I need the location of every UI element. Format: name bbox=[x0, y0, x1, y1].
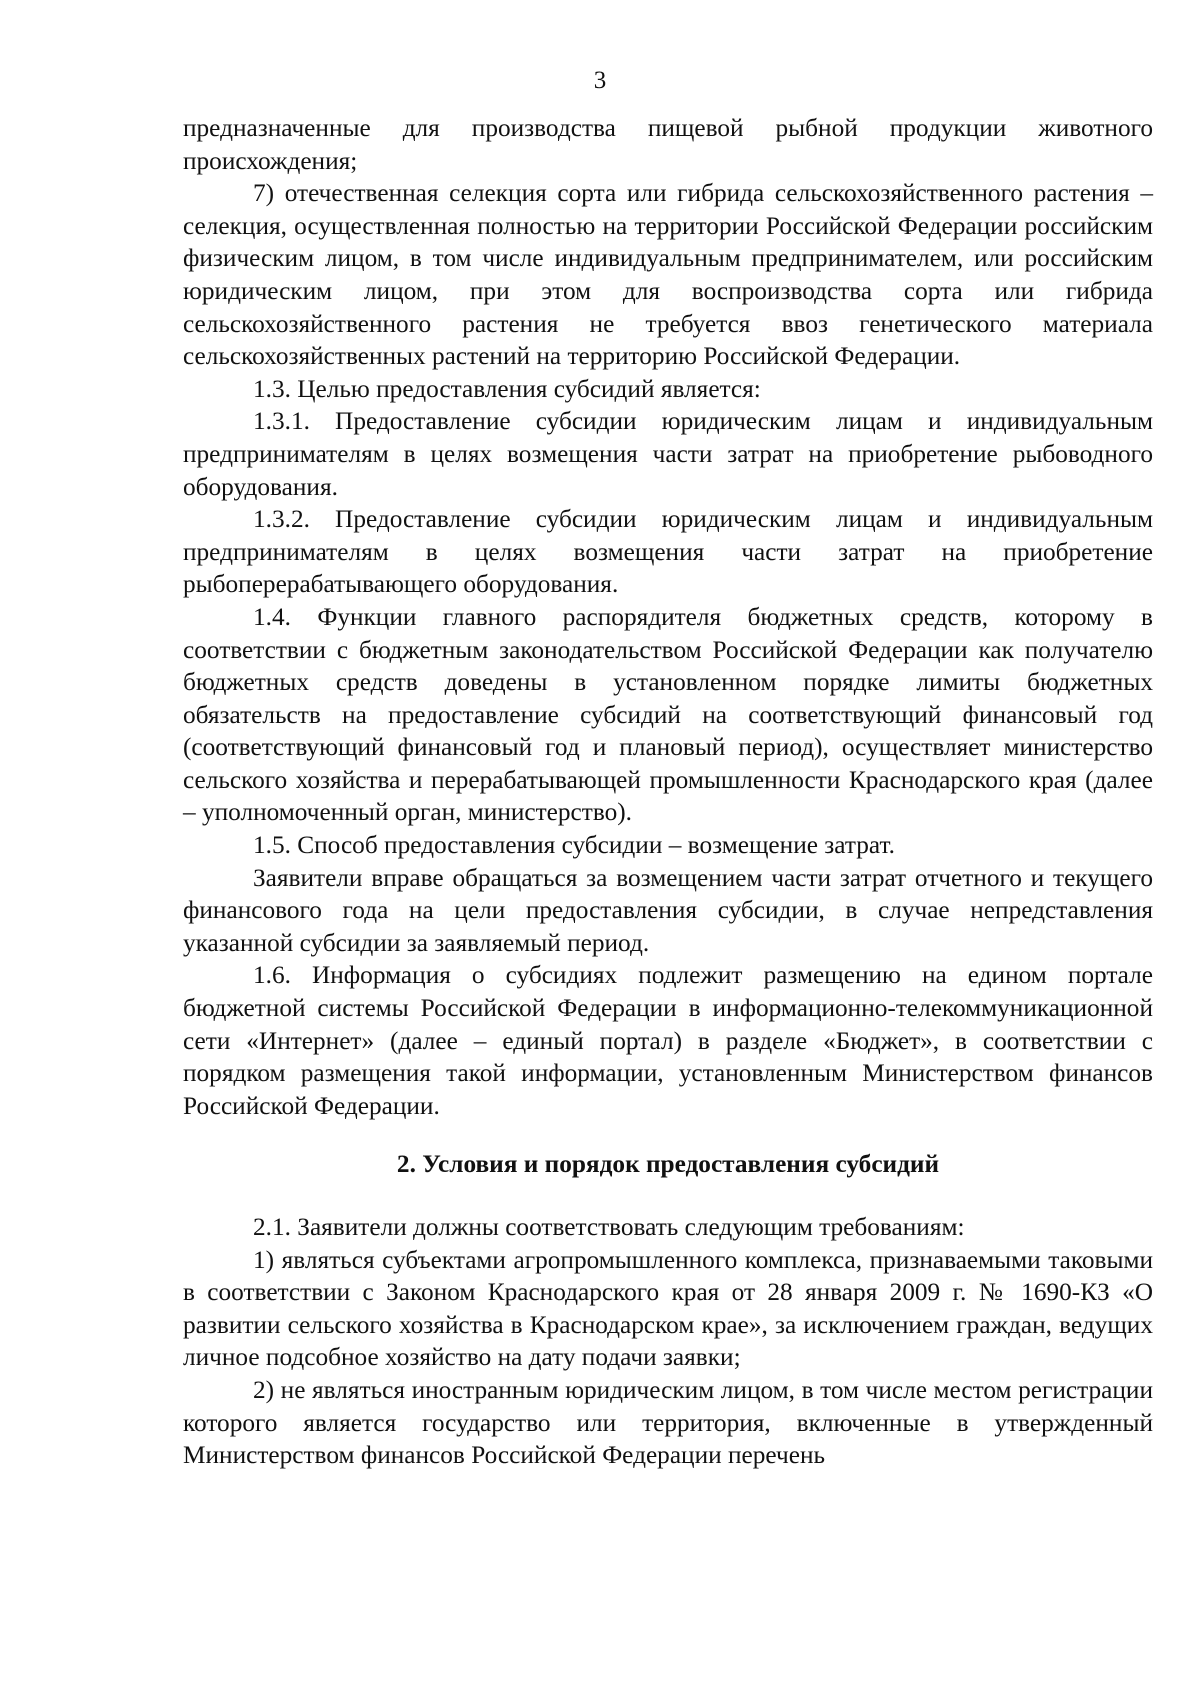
paragraph-2-1: 2.1. Заявители должны соответствовать следующим требованиям: bbox=[253, 1213, 965, 1241]
paragraph-item-7: 7) отечественная селекция сорта или гибрида сельскохозяйственного растения – селекция, осуществленная полностью на территории Российской Федерации российским физическим лицом, в том числе индивидуальным предпринимателем, или российским юридическим лицом, при этом для воспроизводства сорта или гибрида сельскохозяйственного растения не требуется ввоз генетического материала сельскохозяйственных растений на территорию Российской Федерации. bbox=[183, 179, 1153, 371]
paragraph-1-3-1: 1.3.1. Предоставление субсидии юридическим лицам и индивидуальным предпринимателям в целях возмещения части затрат на приобретение рыбоводного оборудования. bbox=[183, 407, 1153, 501]
paragraph-1-3: 1.3. Целью предоставления субсидий является: bbox=[253, 374, 761, 403]
document-body bbox=[183, 112, 1153, 1472]
section-heading-2: 2. Условия и порядок предоставления субсидий bbox=[396, 1150, 940, 1179]
paragraph-requirement-1: 1) являться субъектами агропромышленного комплекса, признаваемыми таковыми в соответствии с Законом Краснодарского края от 28 января 2009 г. № 1690-КЗ «О развитии сельского хозяйства в Краснодарском крае», за исключением граждан, ведущих личное подсобное хозяйство на дату подачи заявки; bbox=[183, 1245, 1153, 1372]
paragraph-1-4: 1.4. Функции главного распорядителя бюджетных средств, которому в соответствии с бюджетным законодательством Российской Федерации как получателю бюджетных средств доведены в установленном порядке лимиты бюджетных обязательств на предоставление субсидий на соответствующий финансовый год (соответствующий финансовый год и плановый период), осуществляет министерство сельского хозяйства и перерабатывающей промышленности Краснодарского края (далее – уполномоченный орган, министерство). bbox=[183, 602, 1153, 827]
paragraph-continuation: предназначенные для производства пищевой рыбной продукции животного происхождения; bbox=[183, 114, 1153, 175]
paragraph-1-5: 1.5. Способ предоставления субсидии – возмещение затрат. bbox=[253, 831, 895, 860]
paragraph-1-3-2: 1.3.2. Предоставление субсидии юридическим лицам и индивидуальным предпринимателям в целях возмещения части затрат на приобретение рыбоперерабатывающего оборудования. bbox=[183, 505, 1153, 599]
paragraph-applicants: Заявители вправе обращаться за возмещением части затрат отчетного и текущего финансового года на цели предоставления субсидии, в случае непредставления указанной субсидии за заявляемый период. bbox=[183, 863, 1153, 957]
paragraph-requirement-2: 2) не являться иностранным юридическим лицом, в том числе местом регистрации которого является государство или территория, включенные в утвержденный Министерством финансов Российской Федерации перечень bbox=[183, 1375, 1153, 1470]
paragraph-1-6: 1.6. Информация о субсидиях подлежит размещению на едином портале бюджетной системы Российской Федерации в информационно-телекоммуникационной сети «Интернет» (далее – единый портал) в разделе «Бюджет», в соответствии с порядком размещения такой информации, установленным Министерством финансов Российской Федерации. bbox=[183, 961, 1153, 1120]
page-number: 3 bbox=[593, 67, 607, 94]
